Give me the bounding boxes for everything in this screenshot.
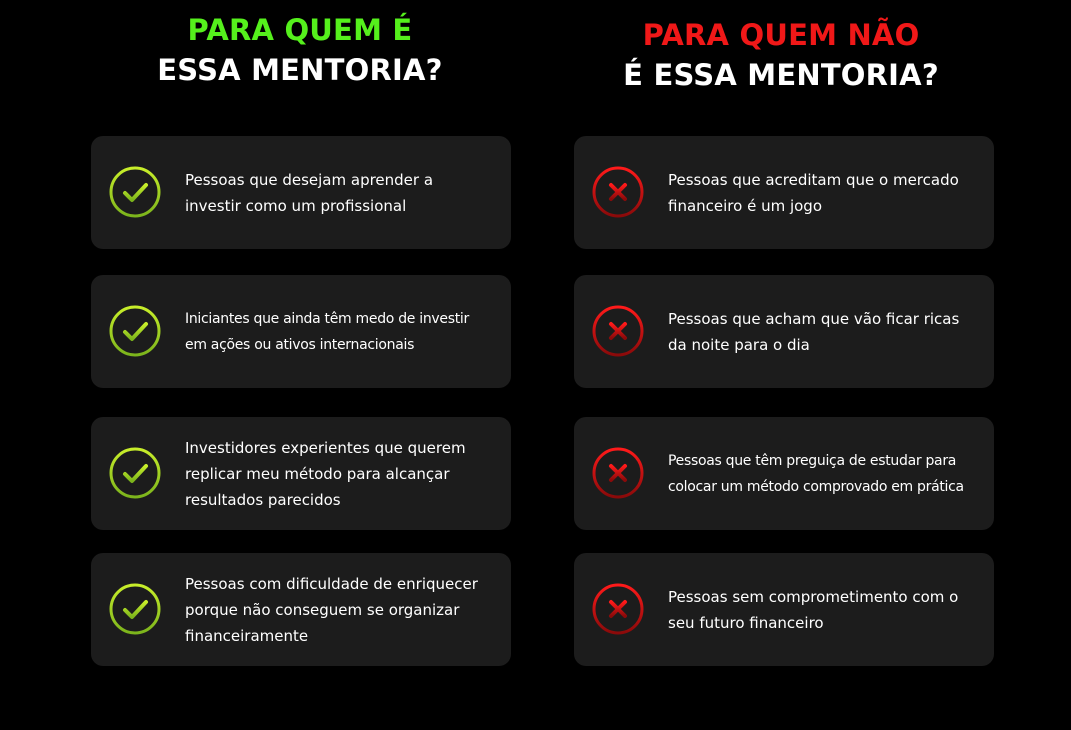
not-for-whom-card [574, 417, 994, 530]
for-whom-card [91, 417, 511, 530]
card-text: Pessoas que têm preguiça de estudar para colocar um método comprovado em prática [668, 452, 964, 495]
check-icon [109, 583, 161, 635]
x-icon [592, 166, 644, 218]
check-icon [109, 447, 161, 499]
card-text: Pessoas que acreditam que o mercado financeiro é um jogo [668, 170, 959, 215]
for-whom-heading-line1: PARA QUEM É [187, 13, 413, 47]
for-whom-heading-line2: ESSA MENTORIA? [157, 53, 443, 87]
check-icon [109, 305, 161, 357]
not-for-whom-card [574, 136, 994, 249]
check-icon [109, 166, 161, 218]
for-whom-card [91, 553, 511, 666]
not-for-whom-heading-line2: É ESSA MENTORIA? [623, 58, 939, 92]
for-whom-card [91, 136, 511, 249]
card-text: Investidores experientes que querem replicar meu método para alcançar resultados parecidos [185, 438, 466, 509]
for-whom-heading [130, 10, 470, 90]
card-text: Pessoas sem comprometimento com o seu futuro financeiro [668, 587, 959, 632]
not-for-whom-heading [606, 15, 956, 95]
card-text: Pessoas que acham que vão ficar ricas da noite para o dia [668, 309, 960, 354]
card-text: Pessoas com dificuldade de enriquecer porque não conseguem se organizar financeiramente [185, 574, 478, 645]
x-icon [592, 583, 644, 635]
not-for-whom-card [574, 275, 994, 388]
x-icon [592, 447, 644, 499]
card-text: Iniciantes que ainda têm medo de investir em ações ou ativos internacionais [185, 310, 469, 353]
card-text: Pessoas que desejam aprender a investir como um profissional [185, 170, 434, 215]
not-for-whom-heading-line1: PARA QUEM NÃO [642, 18, 920, 52]
for-whom-card [91, 275, 511, 388]
x-icon [592, 305, 644, 357]
not-for-whom-card [574, 553, 994, 666]
